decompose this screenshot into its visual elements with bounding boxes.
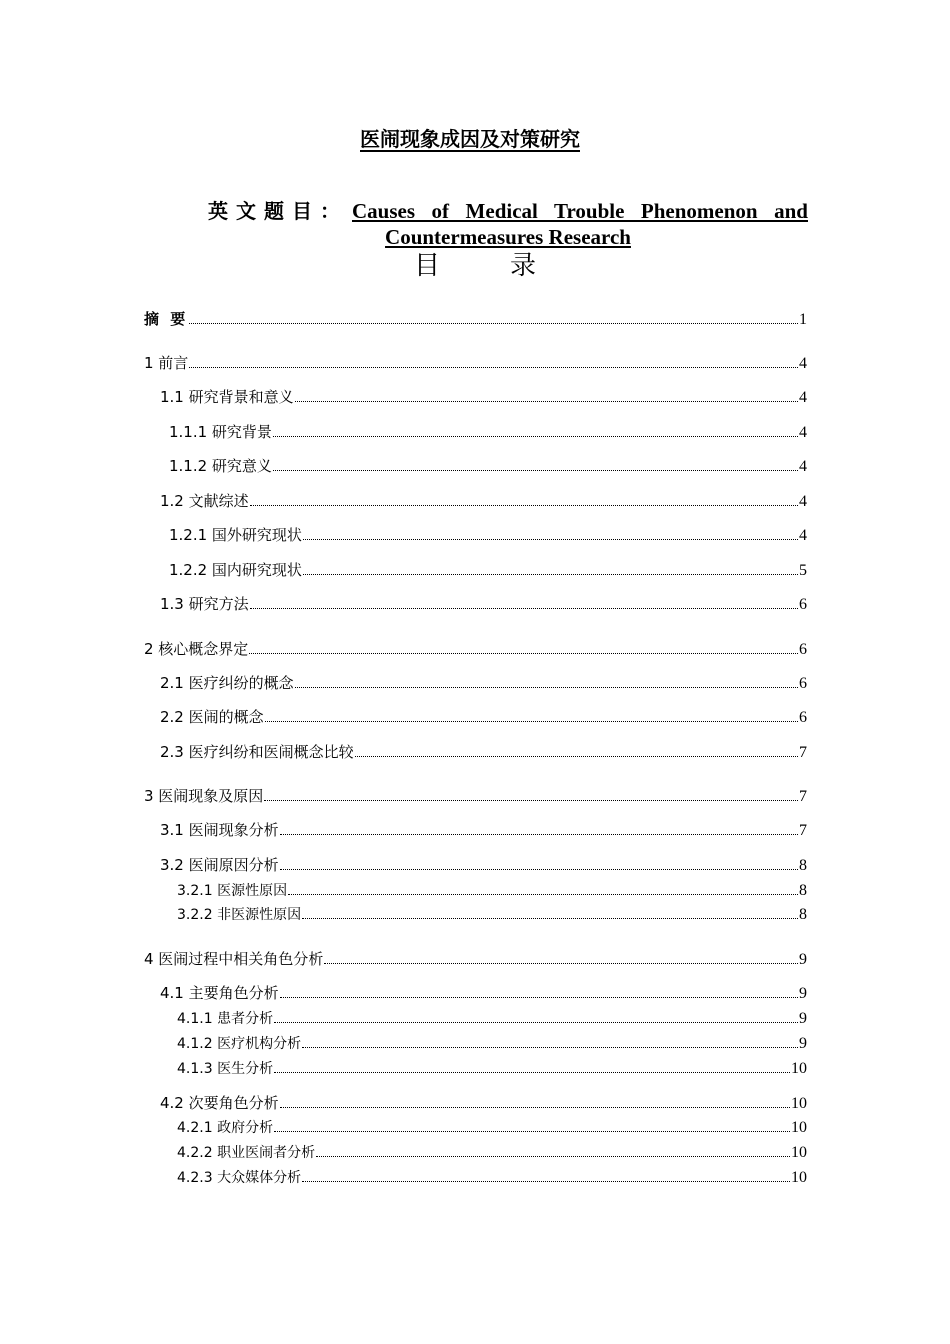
toc-leader-dots [316,1156,790,1157]
toc-entry-subsection[interactable] [169,523,807,545]
toc-entry-page: 10 [791,1095,807,1112]
toc-entry-subsection[interactable] [177,1031,807,1053]
toc-entry-page: 4 [799,527,807,544]
toc-entry-section[interactable] [160,671,807,693]
toc-entry-chapter[interactable] [144,351,807,373]
toc-entry-label: 4.2.1 政府分析 [177,1120,274,1136]
toc-entry-page: 6 [799,709,807,726]
toc-entry-subsection[interactable] [177,1165,807,1187]
toc-leader-dots [265,721,798,722]
toc-entry-subsection[interactable] [177,1115,807,1137]
toc-heading: 目录 [413,251,606,281]
toc-entry-section[interactable] [160,1091,807,1113]
toc-entry-page: 10 [791,1144,807,1161]
toc-entry-label: 3 医闹现象及原因 [144,787,264,805]
toc-leader-dots [280,834,798,835]
toc-leader-dots [302,1047,798,1048]
toc-entry-chapter[interactable] [144,637,807,659]
toc-entry-abstract[interactable] [144,307,807,329]
toc-entry-label: 摘 要 [144,310,189,328]
toc-entry-label: 4.2.3 大众媒体分析 [177,1170,302,1186]
toc-leader-dots [274,1131,790,1132]
toc-entry-label: 1.2.2 国内研究现状 [169,561,302,579]
toc-entry-section[interactable] [160,489,807,511]
toc-entry-label: 4 医闹过程中相关角色分析 [144,950,324,968]
toc-entry-section[interactable] [160,981,807,1003]
toc-entry-label: 3.2 医闹原因分析 [160,856,279,874]
toc-leader-dots [273,436,798,437]
toc-entry-label: 4.1.1 患者分析 [177,1011,274,1027]
toc-entry-subsection[interactable] [177,878,807,900]
toc-entry-label: 3.2.1 医源性原因 [177,883,288,899]
toc-leader-dots [303,574,798,575]
toc-leader-dots [274,1072,790,1073]
toc-entry-page: 6 [799,675,807,692]
toc-entry-page: 10 [791,1119,807,1136]
toc-entry-label: 1.3 研究方法 [160,595,249,613]
toc-entry-page: 7 [799,822,807,839]
toc-entry-subsection[interactable] [169,454,807,476]
toc-entry-section[interactable] [160,740,807,762]
toc-entry-label: 1 前言 [144,354,189,372]
toc-entry-label: 1.1.2 研究意义 [169,457,272,475]
toc-entry-subsection[interactable] [169,558,807,580]
toc-entry-label: 3.1 医闹现象分析 [160,821,279,839]
toc-leader-dots [250,505,798,506]
toc-entry-label: 2.3 医疗纠纷和医闹概念比较 [160,743,354,761]
toc-entry-page: 8 [799,906,807,923]
toc-entry-subsection[interactable] [177,902,807,924]
toc-entry-page: 4 [799,424,807,441]
toc-entry-page: 8 [799,882,807,899]
toc-entry-label: 2.1 医疗纠纷的概念 [160,674,294,692]
toc-entry-chapter[interactable] [144,784,807,806]
toc-leader-dots [273,470,798,471]
toc-leader-dots [264,800,798,801]
toc-leader-dots [355,756,798,757]
english-title-label: 英文题目： [208,199,348,223]
toc-leader-dots [189,367,798,368]
toc-entry-label: 4.2.2 职业医闹者分析 [177,1145,316,1161]
document-title-text: 医闹现象成因及对策研究 [360,127,580,151]
toc-leader-dots [288,894,798,895]
toc-entry-section[interactable] [160,592,807,614]
toc-entry-page: 10 [791,1060,807,1077]
toc-entry-label: 4.1.3 医生分析 [177,1061,274,1077]
toc-entry-label: 4.1 主要角色分析 [160,984,279,1002]
toc-entry-label: 1.1 研究背景和意义 [160,388,294,406]
toc-entry-page: 6 [799,641,807,658]
toc-entry-section[interactable] [160,853,807,875]
toc-leader-dots [280,1107,790,1108]
toc-entry-chapter[interactable] [144,947,807,969]
toc-entry-page: 6 [799,596,807,613]
document-title [0,123,950,152]
toc-entry-page: 4 [799,355,807,372]
toc-entry-page: 10 [791,1169,807,1186]
toc-leader-dots [249,653,798,654]
toc-entry-label: 1.1.1 研究背景 [169,423,272,441]
toc-leader-dots [295,401,798,402]
toc-entry-section[interactable] [160,705,807,727]
toc-leader-dots [302,1181,790,1182]
toc-entry-page: 9 [799,985,807,1002]
toc-entry-subsection[interactable] [177,1140,807,1162]
toc-entry-page: 9 [799,1010,807,1027]
toc-entry-page: 4 [799,458,807,475]
toc-entry-page: 7 [799,788,807,805]
toc-entry-label: 1.2.1 国外研究现状 [169,526,302,544]
toc-entry-label: 2 核心概念界定 [144,640,249,658]
toc-entry-page: 4 [799,493,807,510]
toc-entry-label: 1.2 文献综述 [160,492,249,510]
english-title-text: Causes of Medical Trouble Phenomenon and Countermeasures Research [352,199,808,249]
toc-entry-page: 8 [799,857,807,874]
toc-leader-dots [303,539,798,540]
toc-leader-dots [302,918,798,919]
toc-entry-page: 1 [799,311,807,328]
english-title-block [208,198,808,250]
toc-entry-subsection[interactable] [169,420,807,442]
toc-leader-dots [280,869,798,870]
toc-entry-label: 4.1.2 医疗机构分析 [177,1036,302,1052]
toc-entry-subsection[interactable] [177,1056,807,1078]
toc-entry-label: 4.2 次要角色分析 [160,1094,279,1112]
toc-entry-subsection[interactable] [177,1006,807,1028]
toc-entry-page: 9 [799,1035,807,1052]
toc-leader-dots [250,608,798,609]
toc-leader-dots [274,1022,798,1023]
toc-leader-dots [280,997,798,998]
toc-leader-dots [324,963,798,964]
toc-leader-dots [295,687,798,688]
toc-entry-page: 9 [799,951,807,968]
toc-entry-page: 4 [799,389,807,406]
toc-leader-dots [189,323,798,324]
toc-entry-label: 2.2 医闹的概念 [160,708,264,726]
toc-entry-section[interactable] [160,385,807,407]
toc-entry-section[interactable] [160,818,807,840]
toc-entry-label: 3.2.2 非医源性原因 [177,907,302,923]
toc-entry-page: 5 [799,562,807,579]
toc-entry-page: 7 [799,744,807,761]
